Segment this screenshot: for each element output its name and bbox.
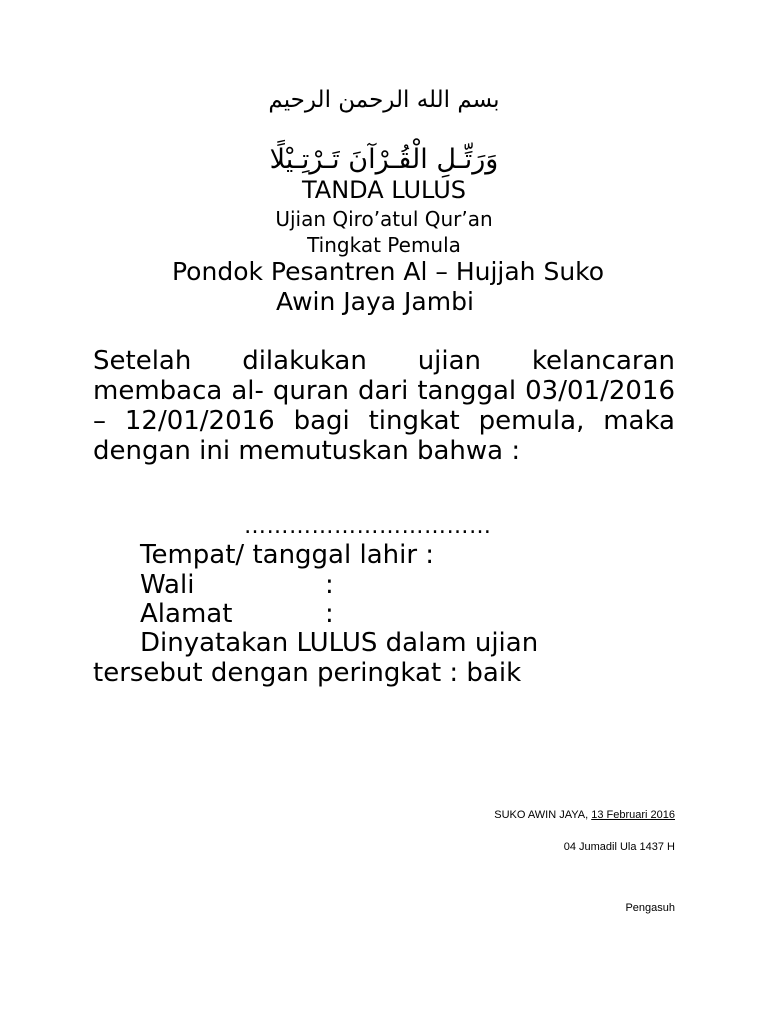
signatory-role: Pengasuh [625, 902, 675, 914]
basmala-text: بسم الله الرحمن الرحيم [268, 87, 500, 113]
result-line-1: Dinyatakan LULUS dalam ujian [140, 628, 539, 658]
quran-verse: وَرَتِّـلِ الْقُـرْآنَ تَـرْتِـيْلًا [269, 144, 499, 175]
institution-name-line2: Awin Jaya Jambi [276, 287, 474, 316]
birth-label: Tempat/ tanggal lahir : [140, 540, 435, 570]
result-line-2: tersebut dengan peringkat : baik [93, 658, 522, 688]
hijri-date: 04 Jumadil Ula 1437 H [563, 841, 675, 853]
signature-place: SUKO AWIN JAYA, [494, 809, 592, 821]
decision-paragraph: Setelah dilakukan ujian kelancaran membaca al- quran dari tanggal 03/01/2016 – 12/01/2016 bagi tingkat pemula, maka dengan ini memutuskan bahwa : [93, 346, 675, 466]
certificate-title: TANDA LULUS [302, 176, 466, 204]
level-subtitle: Tingkat Pemula [307, 233, 461, 257]
guardian-label: Wali [140, 570, 195, 600]
exam-subtitle: Ujian Qiro’atul Qur’an [275, 207, 493, 231]
signature-place-date [494, 810, 675, 821]
institution-name-line1: Pondok Pesantren Al – Hujjah Suko [172, 257, 605, 286]
address-colon: : [325, 599, 334, 629]
signature-date: 13 Februari 2016 [591, 809, 675, 821]
name-placeholder: …………………………… [244, 514, 492, 539]
guardian-colon: : [325, 570, 334, 600]
address-label: Alamat [140, 599, 233, 629]
